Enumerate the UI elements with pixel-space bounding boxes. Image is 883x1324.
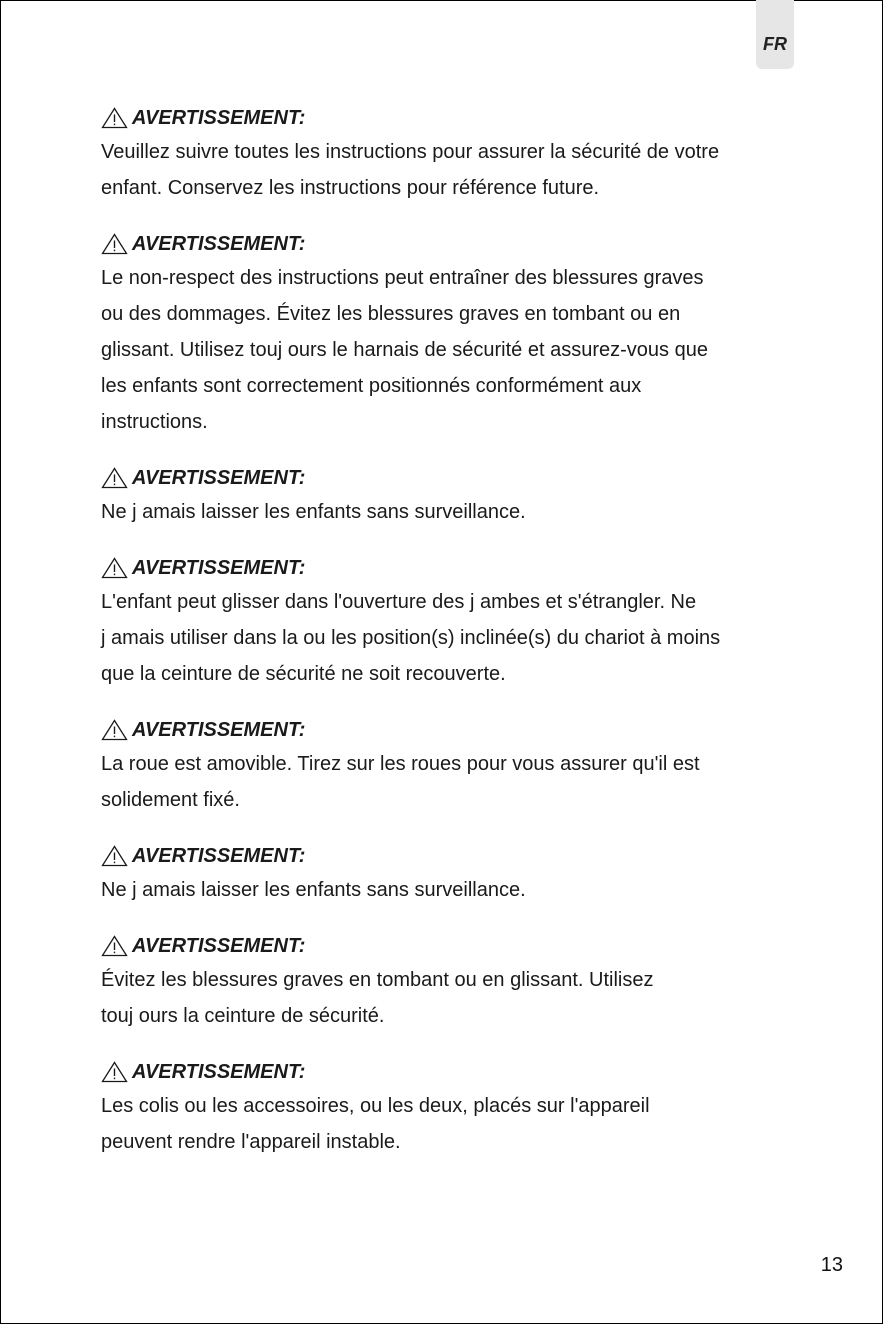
warning-block	[101, 716, 801, 818]
warning-title: AVERTISSEMENT:	[132, 845, 306, 867]
warning-triangle-icon	[101, 233, 128, 255]
page-number: 13	[820, 1254, 843, 1276]
warning-block	[101, 554, 801, 692]
warning-triangle-icon	[101, 557, 128, 579]
warning-triangle-icon	[101, 719, 128, 741]
warning-title: AVERTISSEMENT:	[132, 107, 306, 129]
warning-block	[101, 230, 801, 440]
warning-block	[101, 464, 801, 530]
warning-text: Ne j amais laisser les enfants sans surveillance.	[101, 501, 526, 523]
warning-heading	[101, 932, 801, 960]
warning-text: Ne j amais laisser les enfants sans surveillance.	[101, 879, 526, 901]
warning-heading	[101, 464, 801, 492]
language-tab-label: FR	[763, 34, 787, 54]
warnings-list	[101, 104, 801, 1160]
warning-text: L'enfant peut glisser dans l'ouverture des j ambes et s'étrangler. Ne j amais utiliser dans la ou les position(s) inclinée(s) du chariot à moins que la ceinture de sécurité ne soit recouverte.	[101, 591, 721, 685]
warning-heading	[101, 554, 801, 582]
warning-title: AVERTISSEMENT:	[132, 1061, 306, 1083]
warning-text: La roue est amovible. Tirez sur les roues pour vous assurer qu'il est solidement fixé.	[101, 753, 700, 811]
language-tab	[756, 0, 794, 69]
warning-text: Veuillez suivre toutes les instructions pour assurer la sécurité de votre enfant. Conservez les instructions pour référence future.	[101, 141, 720, 199]
warning-heading	[101, 1058, 801, 1086]
warning-text: Le non-respect des instructions peut entraîner des blessures graves ou des dommages. Évitez les blessures graves en tombant ou en glissant. Utilisez touj ours le harnais de sécurité et assurez-vous que les enfants sont correctement positionnés conformément aux instructions.	[101, 267, 708, 433]
warning-title: AVERTISSEMENT:	[132, 935, 306, 957]
warning-triangle-icon	[101, 845, 128, 867]
warning-title: AVERTISSEMENT:	[132, 233, 306, 255]
warning-heading	[101, 104, 801, 132]
warning-triangle-icon	[101, 467, 128, 489]
warning-heading	[101, 842, 801, 870]
warning-heading	[101, 716, 801, 744]
warning-heading	[101, 230, 801, 258]
warning-triangle-icon	[101, 1061, 128, 1083]
warning-triangle-icon	[101, 107, 128, 129]
warning-block	[101, 104, 801, 206]
warning-title: AVERTISSEMENT:	[132, 719, 306, 741]
warning-block	[101, 932, 801, 1034]
warning-title: AVERTISSEMENT:	[132, 557, 306, 579]
warning-title: AVERTISSEMENT:	[132, 467, 306, 489]
warning-text: Les colis ou les accessoires, ou les deux, placés sur l'appareil peuvent rendre l'appareil instable.	[101, 1095, 650, 1153]
warning-block	[101, 842, 801, 908]
warning-block	[101, 1058, 801, 1160]
warning-text: Évitez les blessures graves en tombant ou en glissant. Utilisez touj ours la ceinture de sécurité.	[101, 969, 654, 1027]
warning-triangle-icon	[101, 935, 128, 957]
